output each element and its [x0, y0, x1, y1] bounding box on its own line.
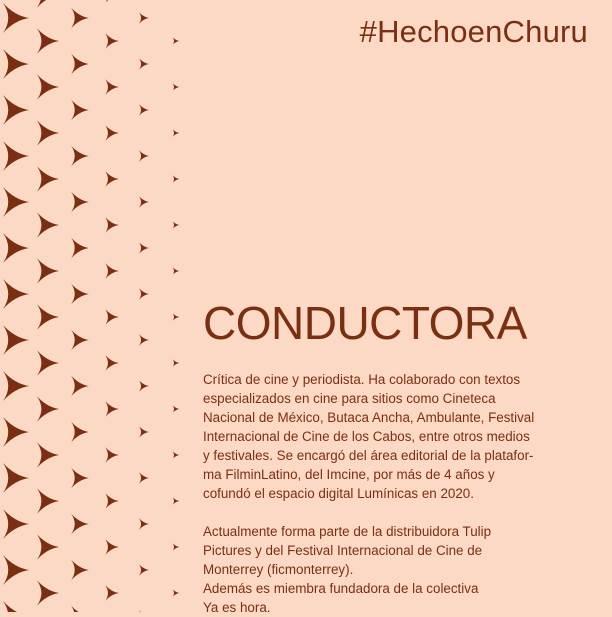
arrowhead-shape	[173, 359, 180, 367]
bio-text	[203, 370, 598, 617]
arrowhead-shape	[71, 560, 89, 580]
arrowhead-shape	[71, 468, 89, 488]
arrowhead-shape	[3, 417, 29, 447]
arrowhead-shape	[3, 187, 29, 217]
arrowhead-shape	[37, 488, 59, 514]
arrowhead-shape	[105, 585, 119, 601]
arrowhead-shape	[71, 54, 89, 74]
bio-line: y festivales. Se encargó del área editorial de la platafor-	[203, 448, 534, 463]
arrowhead-shape	[173, 497, 180, 505]
arrowhead-shape	[173, 267, 180, 275]
bio-line: Pictures y del Festival Internacional de Cine de	[203, 543, 483, 558]
arrowhead-shape	[139, 334, 149, 345]
arrowhead-shape	[71, 146, 89, 166]
arrowhead-shape	[71, 514, 89, 534]
arrowhead-shape	[173, 543, 180, 551]
bio-line: Monterrey (ficmonterrey).	[203, 562, 354, 577]
bio-line: Actualmente forma parte de la distribuidora Tulip	[203, 524, 492, 539]
arrowhead-shape	[105, 217, 119, 233]
arrowhead-shape	[3, 3, 29, 33]
arrowhead-shape	[71, 100, 89, 120]
arrowhead-shape	[173, 451, 180, 459]
arrowhead-shape	[37, 580, 59, 606]
arrowhead-shape	[139, 380, 149, 391]
bio-line: Ya es hora.	[203, 600, 271, 615]
paragraph-gap	[203, 503, 598, 522]
arrowhead-shape	[3, 371, 29, 401]
arrowhead-shape	[105, 33, 119, 49]
arrowhead-shape	[139, 150, 149, 161]
bio-line: Internacional de Cine de los Cabos, entre otros medios	[203, 429, 530, 444]
arrowhead-shape	[105, 79, 119, 95]
bio-line: ma FilminLatino, del Imcine, por más de 4 años y	[203, 467, 495, 482]
arrowhead-shape	[71, 238, 89, 258]
arrowhead-shape	[3, 601, 29, 612]
arrowhead-shape	[37, 442, 59, 468]
arrowhead-shape	[139, 242, 149, 253]
arrowhead-shape	[139, 564, 149, 575]
bio-line: Nacional de México, Butaca Ancha, Ambulante, Festival	[203, 410, 535, 425]
arrowhead-shape	[3, 463, 29, 493]
arrowhead-shape	[139, 518, 149, 529]
arrowhead-shape	[105, 125, 119, 141]
arrowhead-shape	[37, 534, 59, 560]
arrowhead-shape	[71, 606, 89, 612]
arrowhead-shape	[105, 401, 119, 417]
arrowhead-shape	[173, 129, 180, 137]
arrowhead-shape	[139, 288, 149, 299]
arrowhead-shape	[173, 405, 180, 413]
arrowhead-shape	[3, 509, 29, 539]
arrowhead-shape	[105, 263, 119, 279]
arrowhead-shape	[139, 104, 149, 115]
arrowhead-shape	[37, 0, 59, 8]
arrowhead-shape	[139, 426, 149, 437]
arrowhead-shape	[3, 49, 29, 79]
arrowhead-shape	[37, 258, 59, 284]
arrowhead-shape	[3, 141, 29, 171]
arrowhead-shape	[71, 422, 89, 442]
arrowhead-shape	[139, 196, 149, 207]
arrowhead-shape	[105, 493, 119, 509]
arrowhead-shape	[173, 589, 180, 597]
page-title: CONDUCTORA	[203, 297, 527, 349]
arrowhead-shape	[139, 12, 149, 23]
arrowhead-shape	[37, 74, 59, 100]
arrowhead-shape	[105, 447, 119, 463]
arrowhead-shape	[37, 304, 59, 330]
bio-line: cofundó el espacio digital Lumínicas en 2020.	[203, 486, 474, 501]
arrowhead-shape	[71, 284, 89, 304]
arrowhead-shape	[37, 166, 59, 192]
arrowhead-shape	[71, 8, 89, 28]
arrowhead-shape	[37, 28, 59, 54]
arrowhead-shape	[37, 212, 59, 238]
arrowhead-shape	[3, 95, 29, 125]
arrowhead-shape	[71, 330, 89, 350]
arrowhead-shape	[173, 221, 180, 229]
arrowhead-shape	[173, 83, 180, 91]
arrowhead-shape	[139, 58, 149, 69]
bio-line: Crítica de cine y periodista. Ha colaborado con textos	[203, 372, 521, 387]
arrowhead-shape	[173, 37, 180, 45]
arrowhead-shape	[37, 120, 59, 146]
arrowhead-shape	[3, 279, 29, 309]
arrowhead-shape	[173, 313, 180, 321]
hashtag-heading: #HechoenChuru	[359, 14, 588, 49]
bio-line: Además es miembra fundadora de la colectiva	[203, 581, 479, 596]
arrowhead-shape	[3, 233, 29, 263]
arrowhead-pattern-icon	[0, 0, 200, 612]
arrowhead-shape	[37, 396, 59, 422]
arrowhead-shape	[37, 350, 59, 376]
arrowhead-shape	[139, 472, 149, 483]
arrowhead-shape	[105, 355, 119, 371]
arrowhead-shape	[105, 171, 119, 187]
arrowhead-shape	[173, 175, 180, 183]
arrowhead-shape	[3, 555, 29, 585]
arrowhead-shape	[71, 192, 89, 212]
arrowhead-shape	[105, 539, 119, 555]
bio-line: especializados en cine para sitios como Cineteca	[203, 391, 496, 406]
arrowhead-shape	[105, 309, 119, 325]
arrowhead-shape	[105, 0, 119, 3]
arrowhead-shape	[71, 376, 89, 396]
arrowhead-shape	[3, 325, 29, 355]
